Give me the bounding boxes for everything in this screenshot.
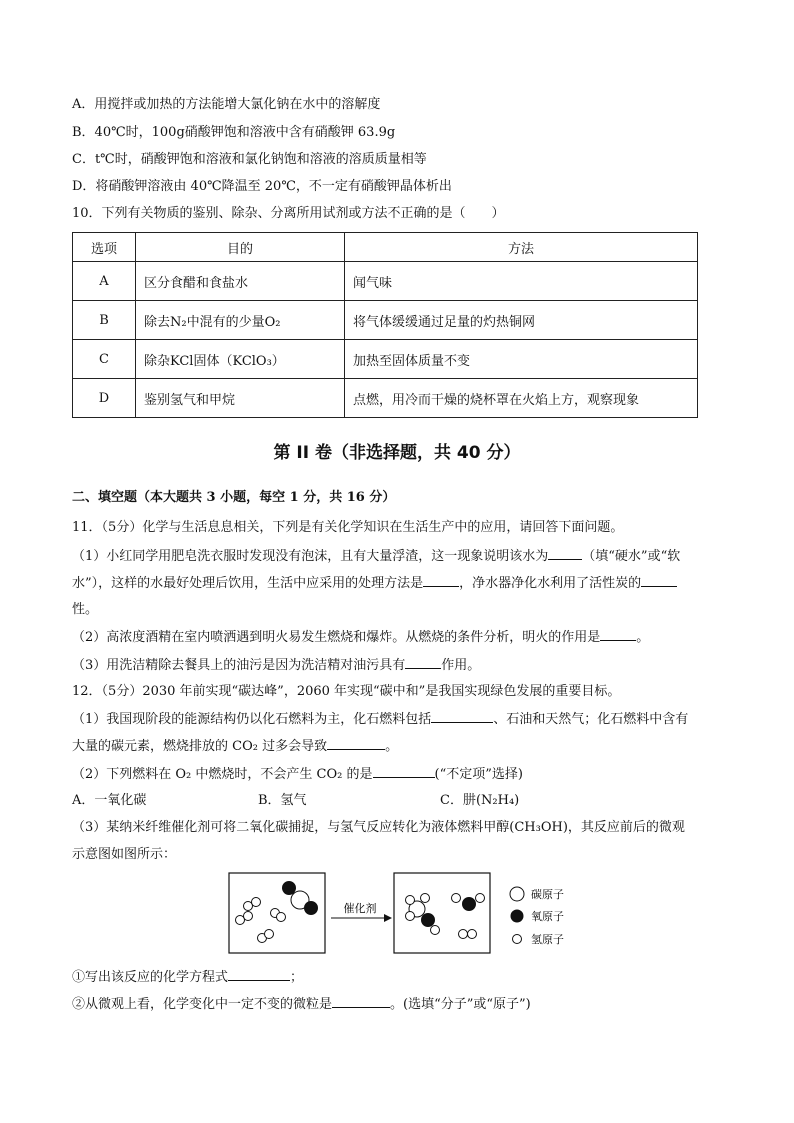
hydrogen-atom (459, 930, 468, 939)
q12-p1-text-a: （1）我国现阶段的能源结构仍以化石燃料为主，化石燃料包括 (72, 712, 432, 727)
legend-hydrogen-label: 氢原子 (531, 933, 564, 946)
hydrogen-atom (452, 894, 461, 903)
q12-sub-a (72, 968, 303, 987)
q11-p1-text-a: （1）小红同学用肥皂洗衣服时发现没有泡沫，且有大量浮渣，这一现象说明该水为 (72, 549, 549, 564)
q12-p2-note: (“不定项”选择) (434, 767, 523, 782)
legend-hydrogen-icon (513, 935, 522, 944)
row-b-method: 将气体缓缓通过足量的灼热铜网 (345, 301, 698, 340)
answer-blank[interactable] (405, 656, 441, 669)
hydrogen-atom (244, 912, 253, 921)
row-d-option: D (73, 379, 136, 418)
legend-carbon-icon (510, 887, 524, 901)
q11-p2 (72, 628, 649, 647)
q11-p3-end: 作用。 (441, 658, 481, 673)
header-method: 方法 (345, 233, 698, 262)
row-c-purpose: 除杂KCl固体（KClO₃） (136, 340, 345, 379)
q12-sub-a-text: ①写出该反应的化学方程式 (72, 970, 229, 985)
q10-stem: 10．下列有关物质的鉴别、除杂、分离所用试剂或方法不正确的是（ ） (72, 206, 505, 221)
table-row (73, 340, 698, 379)
table-row (73, 379, 698, 418)
q11-p3 (72, 656, 480, 675)
q11-p1-text-b: （填“硬水”或“软 (582, 549, 681, 564)
oxygen-atom (463, 898, 476, 911)
q11-p1-line3: 性。 (72, 602, 99, 617)
q12-p2 (72, 765, 523, 784)
q9-option-d: D．将硝酸钾溶液由 40℃降温至 20℃，不一定有硝酸钾晶体析出 (72, 179, 452, 194)
q11-p2-text: （2）高浓度酒精在室内喷洒遇到明火易发生燃烧和爆炸。从燃烧的条件分析，明火的作用是 (72, 630, 601, 645)
q12-sub-b-end: 。(选填“分子”或“原子”) (390, 997, 531, 1012)
q12-option-c: C．肼(N₂H₄) (440, 793, 520, 808)
q11-p1-line1 (72, 547, 680, 566)
answer-blank[interactable] (423, 574, 459, 587)
arrow-head (384, 914, 392, 922)
legend-oxygen-label: 氧原子 (531, 910, 564, 923)
q12-p2-text: （2）下列燃料在 O₂ 中燃烧时，不会产生 CO₂ 的是 (72, 767, 373, 782)
hydrogen-atom (406, 896, 415, 905)
answer-blank[interactable] (600, 628, 636, 641)
q11-p3-text: （3）用洗洁精除去餐具上的油污是因为洗洁精对油污具有 (72, 658, 406, 673)
q12-option-a: A．一氧化碳 (72, 793, 147, 808)
q11-stem: 11．（5分）化学与生活息息相关，下列是有关化学知识在生活生产中的应用，请回答下面问题。 (72, 520, 624, 535)
row-c-option: C (73, 340, 136, 379)
hydrogen-atom (476, 894, 485, 903)
row-b-purpose: 除去N₂中混有的少量O₂ (136, 301, 345, 340)
q11-p1-text-c: 水”），这样的水最好处理后饮用，生活中应采用的处理方法是 (72, 576, 424, 591)
q11-p1-text-d: ，净水器净化水利用了活性炭的 (459, 576, 642, 591)
q12-p1-text-c: 大量的碳元素，燃烧排放的 CO₂ 过多会导致 (72, 739, 328, 754)
q12-p1-text-d: 。 (385, 739, 399, 754)
hydrogen-atom (421, 894, 430, 903)
answer-blank[interactable] (431, 710, 493, 723)
answer-blank[interactable] (332, 995, 390, 1008)
row-a-method: 闻气味 (345, 262, 698, 301)
q11-p2-end: 。 (636, 630, 650, 645)
row-d-method: 点燃，用冷而干燥的烧杯罩在火焰上方，观察现象 (345, 379, 698, 418)
q12-stem: 12．（5分）2030 年前实现“碳达峰”，2060 年实现“碳中和”是我国实现绿色发展的重要目标。 (72, 684, 621, 699)
part2-heading: 二、填空题（本大题共 3 小题，每空 1 分，共 16 分） (72, 490, 396, 505)
hydrogen-atom (277, 913, 286, 922)
row-c-method: 加热至固体质量不变 (345, 340, 698, 379)
hydrogen-atom (252, 898, 261, 907)
row-a-option: A (73, 262, 136, 301)
q11-p1-line2 (72, 574, 677, 593)
answer-blank[interactable] (548, 547, 582, 560)
q12-p1-line2 (72, 737, 398, 756)
oxygen-atom (305, 902, 318, 915)
header-purpose: 目的 (136, 233, 345, 262)
hydrogen-atom (468, 930, 477, 939)
row-d-purpose: 鉴别氢气和甲烷 (136, 379, 345, 418)
q10-table (72, 232, 698, 418)
row-b-option: B (73, 301, 136, 340)
q9-option-a: A．用搅拌或加热的方法能增大氯化钠在水中的溶解度 (72, 97, 381, 112)
oxygen-atom (283, 882, 296, 895)
catalyst-label: 催化剂 (343, 902, 377, 915)
q12-sub-b (72, 995, 531, 1014)
legend-carbon-label: 碳原子 (531, 888, 564, 901)
q12-option-b: B．氢气 (258, 793, 307, 808)
q12-p1-text-b: 、石油和天然气；化石燃料中含有 (493, 712, 689, 727)
q12-sub-b-text: ②从微观上看，化学变化中一定不变的微粒是 (72, 997, 333, 1012)
answer-blank[interactable] (228, 968, 290, 981)
legend-oxygen-icon (511, 910, 523, 922)
section-title: 第 II 卷（非选择题，共 40 分） (273, 443, 521, 463)
row-a-purpose: 区分食醋和食盐水 (136, 262, 345, 301)
q12-sub-a-end: ； (290, 970, 304, 985)
answer-blank[interactable] (641, 574, 677, 587)
q9-option-c: C．t℃时，硝酸钾饱和溶液和氯化钠饱和溶液的溶质质量相等 (72, 152, 427, 167)
header-option: 选项 (73, 233, 136, 262)
legend (510, 887, 524, 944)
hydrogen-atom (431, 926, 440, 935)
q12-p3-line2: 示意图如图所示： (72, 847, 177, 862)
answer-blank[interactable] (373, 765, 435, 778)
oxygen-atom (422, 914, 435, 927)
q9-option-b: B．40℃时，100g硝酸钾饱和溶液中含有硝酸钾 63.9g (72, 125, 396, 140)
answer-blank[interactable] (327, 737, 385, 750)
reaction-diagram (228, 872, 588, 956)
q12-p3-line1: （3）某纳米纤维催化剂可将二氧化碳捕捉，与氢气反应转化为液体燃料甲醇(CH₃OH)，其反应前后的微观 (72, 820, 685, 835)
table-row (73, 262, 698, 301)
table-row (73, 301, 698, 340)
table-header-row (73, 233, 698, 262)
q12-p1-line1 (72, 710, 688, 729)
hydrogen-atom (265, 930, 274, 939)
hydrogen-atom (406, 912, 415, 921)
